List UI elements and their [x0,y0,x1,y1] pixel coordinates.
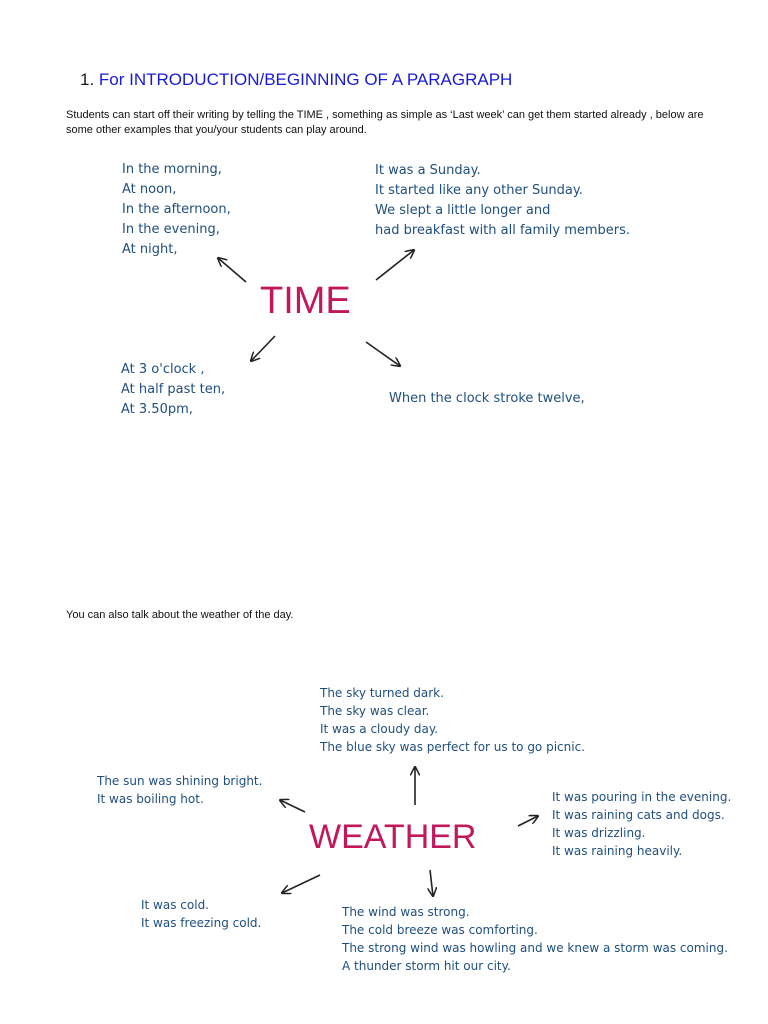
list-item: We slept a little longer and [375,203,551,218]
list-item: The blue sky was perfect for us to go picnic. [320,740,585,754]
list-item: It was freezing cold. [141,916,262,930]
heading-text: For INTRODUCTION/BEGINNING OF A PARAGRAPH [98,70,513,89]
list-item: It was pouring in the evening. [552,790,732,804]
list-item: The wind was strong. [342,905,470,919]
list-item: At 3.50pm, [121,402,193,417]
list-item: At 3 o'clock , [121,362,205,377]
list-item: The sun was shining bright. [97,774,263,788]
list-item: In the morning, [122,162,222,177]
list-item: The strong wind was howling and we knew a storm was coming. [342,941,728,955]
list-item: It was boiling hot. [97,792,204,806]
arrow-weather-bottom [430,870,433,896]
arrow-time-bottom-right [366,342,400,366]
weather-center-word: WEATHER [309,818,477,856]
arrow-weather-bottom-left [282,875,320,893]
list-item: A thunder storm hit our city. [342,959,511,973]
list-item: had breakfast with all family members. [375,223,631,238]
list-item: It was raining heavily. [552,844,683,858]
list-item: At noon, [122,182,177,197]
list-item: The cold breeze was comforting. [342,923,538,937]
weather-intro: You can also talk about the weather of the day. [66,609,294,621]
arrow-weather-left [280,800,305,812]
list-item: At half past ten, [121,382,226,397]
arrow-time-top-right [376,250,414,280]
time-center-word: TIME [260,280,351,322]
list-item: When the clock stroke twelve, [389,391,585,406]
intro-paragraph: Students can start off their writing by telling the TIME , something as simple as ‘Last week’ can get them started already , below are some other examples that you/your students can play around. [66,109,704,136]
arrow-time-bottom-left [251,336,275,361]
heading-number: 1. [80,70,95,89]
list-item: In the evening, [122,222,220,237]
list-item: In the afternoon, [122,202,231,217]
list-item: It was a Sunday. [375,163,481,178]
arrow-time-top-left [218,258,246,282]
list-item: It was a cloudy day. [320,722,439,736]
list-item: It was raining cats and dogs. [552,808,725,822]
list-item: The sky was clear. [320,704,430,718]
arrow-weather-right [518,816,538,826]
list-item: The sky turned dark. [320,686,444,700]
list-item: It was cold. [141,898,209,912]
list-item: It started like any other Sunday. [375,183,583,198]
list-item: It was drizzling. [552,826,646,840]
list-item: At night, [122,242,178,257]
